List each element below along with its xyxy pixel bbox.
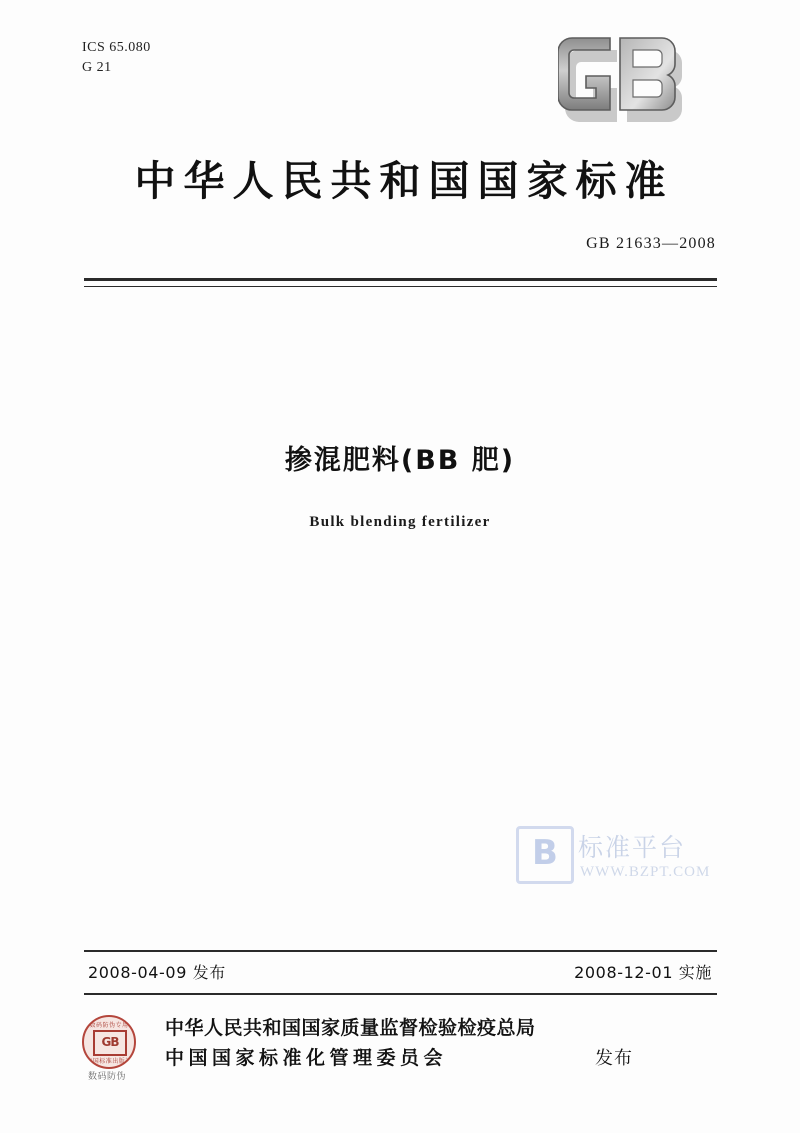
divider-thick-top [84,278,717,281]
classification-code: G 21 [82,60,112,76]
seal-arc-bottom-text: 中国标准出版社 [86,1058,132,1065]
publish-label: 发布 [595,1048,633,1069]
watermark-badge-icon: B [516,826,574,884]
issuer-line-2: 中国国家标准化管理委员会 [165,1047,448,1069]
watermark-url: WWW.BZPT.COM [580,864,711,880]
seal-center-text: GB [93,1030,127,1056]
gb-national-standard-emblem-icon [558,34,728,144]
ics-number: ICS 65.080 [82,40,151,55]
seal-circle [82,1015,136,1069]
document-title-chinese: 掺混肥料(BB 肥) [284,445,516,476]
seal-caption: 数码防伪 [87,1072,126,1082]
issue-date: 2008-04-09 发布 [88,963,226,982]
ics-block [82,38,151,79]
anti-counterfeit-seal-icon [76,1015,138,1087]
divider-bottom-lower [84,993,717,995]
effective-date: 2008-12-01 实施 [574,963,712,982]
standard-number: GB 21633—2008 [586,235,716,252]
watermark [516,826,746,896]
watermark-text: 标准平台 [578,833,687,862]
national-standard-title: 中华人民共和国国家标准 [134,157,674,205]
divider-thin-top [84,286,717,287]
issuer-block [165,1013,536,1073]
divider-bottom-upper [84,950,717,952]
seal-arc-top-text: 数码防伪专用 [89,1022,129,1029]
document-title-english: Bulk blending fertilizer [309,514,491,530]
issuer-line-1: 中华人民共和国国家质量监督检验检疫总局 [165,1017,536,1039]
